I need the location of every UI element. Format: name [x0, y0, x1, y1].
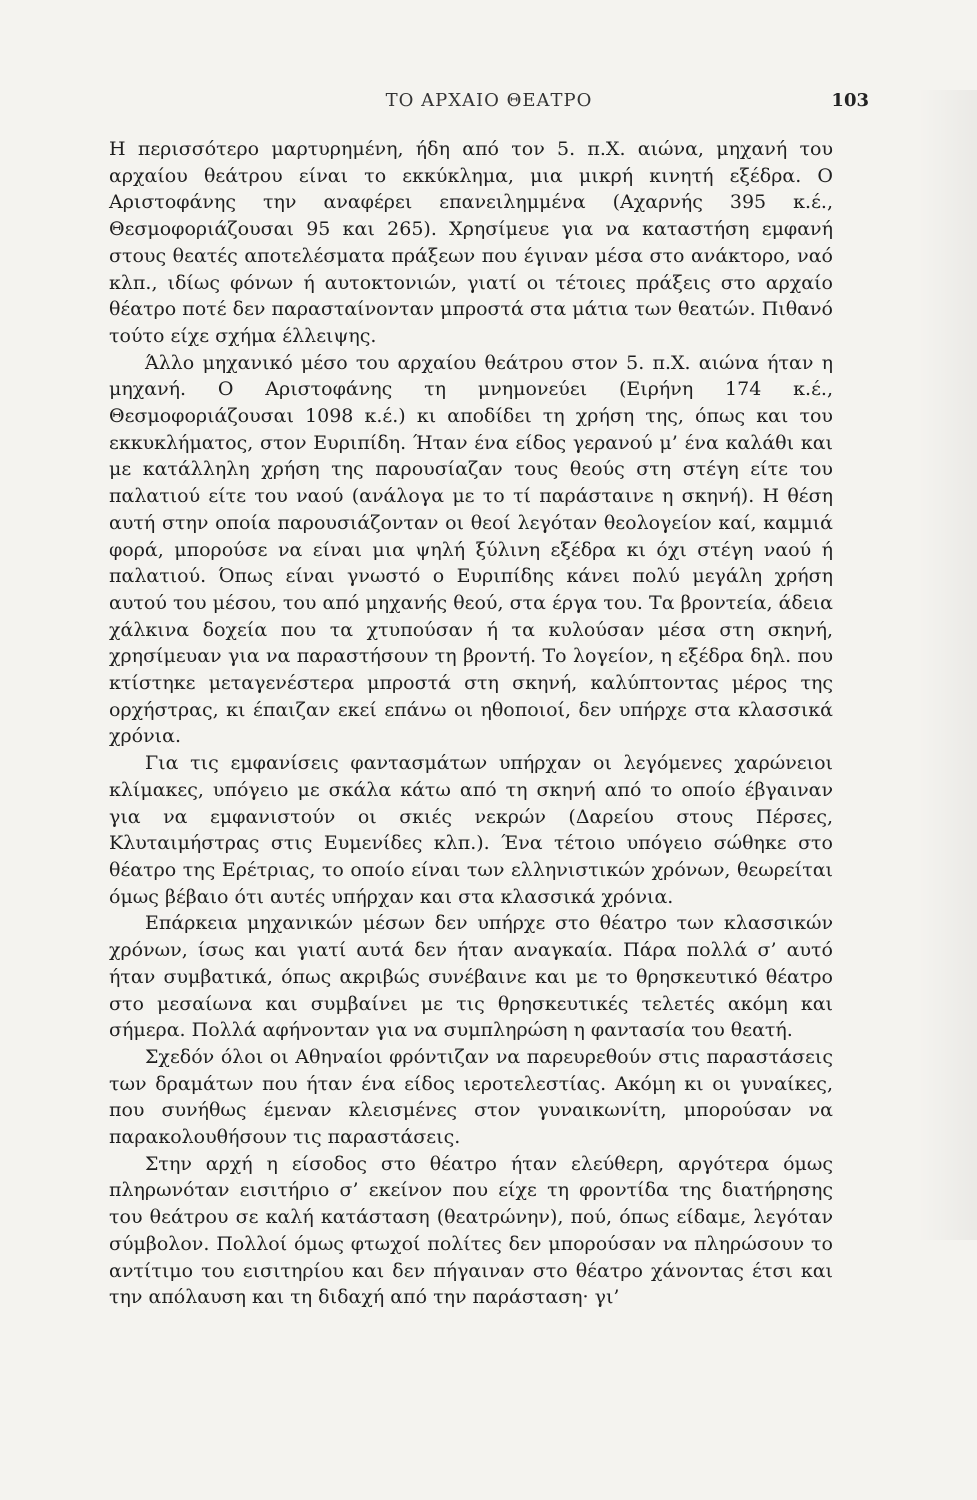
paragraph-audience: Σχεδόν όλοι οι Αθηναίοι φρόντιζαν να παρευρεθούν στις παραστάσεις των δραμάτων που ήταν ένα είδος ιεροτελεστίας. Ακόμη κι οι γυναίκες, που συνήθως έμεναν κλεισμένες στον γυναικωνίτη, μπορούσαν να παρακολουθήσουν τις παραστάσεις. — [109, 1045, 833, 1149]
paragraph-admission: Στην αρχή η είσοδος στο θέατρο ήταν ελεύθερη, αργότερα όμως πληρωνόταν εισιτήριο σ’ εκείνον που είχε τη φροντίδα της διατήρησης του θεάτρου σε καλή κατάσταση (θεατρώνην), πού, όπως είδαμε, λεγόταν σύμβολον. Πολλοί όμως φτωχοί πολίτες δεν μπορούσαν να πληρώσουν το αντίτιμο του εισιτηρίου και δεν πήγαιναν στο θέατρο χάνοντας έτσι και την απόλαυση και τη διδαχή από την παράσταση· γι’ — [109, 1152, 833, 1309]
page-number: 103 — [831, 90, 869, 111]
facing-page-shadow — [919, 90, 977, 1240]
paragraph-ekkyklema: Η περισσότερο μαρτυρημένη, ήδη από τον 5. π.Χ. αιώνα, μηχανή του αρχαίου θεάτρου είναι το εκκύκλημα, μια μικρή κινητή εξέδρα. Ο Αριστοφάνης την αναφέρει επανειλημμένα (Αχαρνής 395 κ.έ., Θεσμοφοριάζουσαι 95 και 265). Χρησίμευε για να καταστήση εμφανή στους θεατές αποτελέσματα πράξεων που έγιναν μέσα στο ανάκτορο, ναό κλπ., ιδίως φόνων ή αυτοκτονιών, γιατί οι τέτοιες πράξεις στο αρχαίο θέατρο ποτέ δεν παρασταίνονταν μπροστά στα μάτια των θεατών. Πιθανό τούτο είχε σχήμα έλλειψης. — [109, 138, 833, 347]
body-text — [109, 136, 833, 1311]
running-title: ΤΟ ΑΡΧΑΙΟ ΘΕΑΤΡΟ — [385, 90, 593, 111]
paragraph-mechane: Άλλο μηχανικό μέσο του αρχαίου θεάτρου στον 5. π.Χ. αιώνα ήταν η μηχανή. Ο Αριστοφάνης τη μνημονεύει (Ειρήνη 174 κ.έ., Θεσμοφοριάζουσαι 1098 κ.έ.) κι αποδίδει τη χρήση της, όπως και του εκκυκλήματος, στον Ευριπίδη. Ήταν ένα είδος γερανού μ’ ένα καλάθι και με κατάλληλη χρήση της παρουσίαζαν τους θεούς στη στέγη είτε του παλατιού είτε του ναού (ανάλογα με το τί παράσταινε η σκηνή). Η θέση αυτή στην οποία παρουσιάζονταν οι θεοί λεγόταν θεολογείον καί, καμμιά φορά, μπορούσε να είναι μια ψηλή ξύλινη εξέδρα κι όχι στέγη ναού ή παλατιού. Όπως είναι γνωστό ο Ευριπίδης κάνει πολύ μεγάλη χρήση αυτού του μέσου, του από μηχανής θεού, στα έργα του. Τα βροντεία, άδεια χάλκινα δοχεία που τα χτυπούσαν ή τα κυλούσαν μέσα στη σκηνή, χρησίμευαν για να παραστήσουν τη βροντή. Το λογείον, η εξέδρα δηλ. που κτίστηκε μεταγενέστερα μπροστά στη σκηνή, καλύπτοντας μέρος της ορχήστρας, κι έπαιζαν εκεί επάνω οι ηθοποιοί, δεν υπήρχε στα κλασσικά χρόνια. — [109, 351, 833, 748]
running-header — [109, 90, 869, 120]
paragraph-convention: Επάρκεια μηχανικών μέσων δεν υπήρχε στο θέατρο των κλασσικών χρόνων, ίσως και γιατί αυτά δεν ήταν αναγκαία. Πάρα πολλά σ’ αυτό ήταν συμβατικά, όπως ακριβώς συνέβαινε και με το θρησκευτικό θέατρο στο μεσαίωνα και συμβαίνει με τις θρησκευτικές τελετές ακόμη και σήμερα. Πολλά αφήνονταν για να συμπληρώση η φαντασία του θεατή. — [109, 912, 833, 1042]
paragraph-charonian-steps: Για τις εμφανίσεις φαντασμάτων υπήρχαν οι λεγόμενες χαρώνειοι κλίμακες, υπόγειο με σκάλα κάτω από τη σκηνή από το οποίο έβγαιναν για να εμφανιστούν οι σκιές νεκρών (Δαρείου στους Πέρσες, Κλυταιμήστρας στις Ευμενίδες κλπ.). Ένα τέτοιο υπόγειο σώθηκε στο θέατρο της Ερέτριας, το οποίο είναι των ελληνιστικών χρόνων, θεωρείται όμως βέβαιο ότι αυτές υπήρχαν και στα κλασσικά χρόνια. — [109, 752, 833, 908]
